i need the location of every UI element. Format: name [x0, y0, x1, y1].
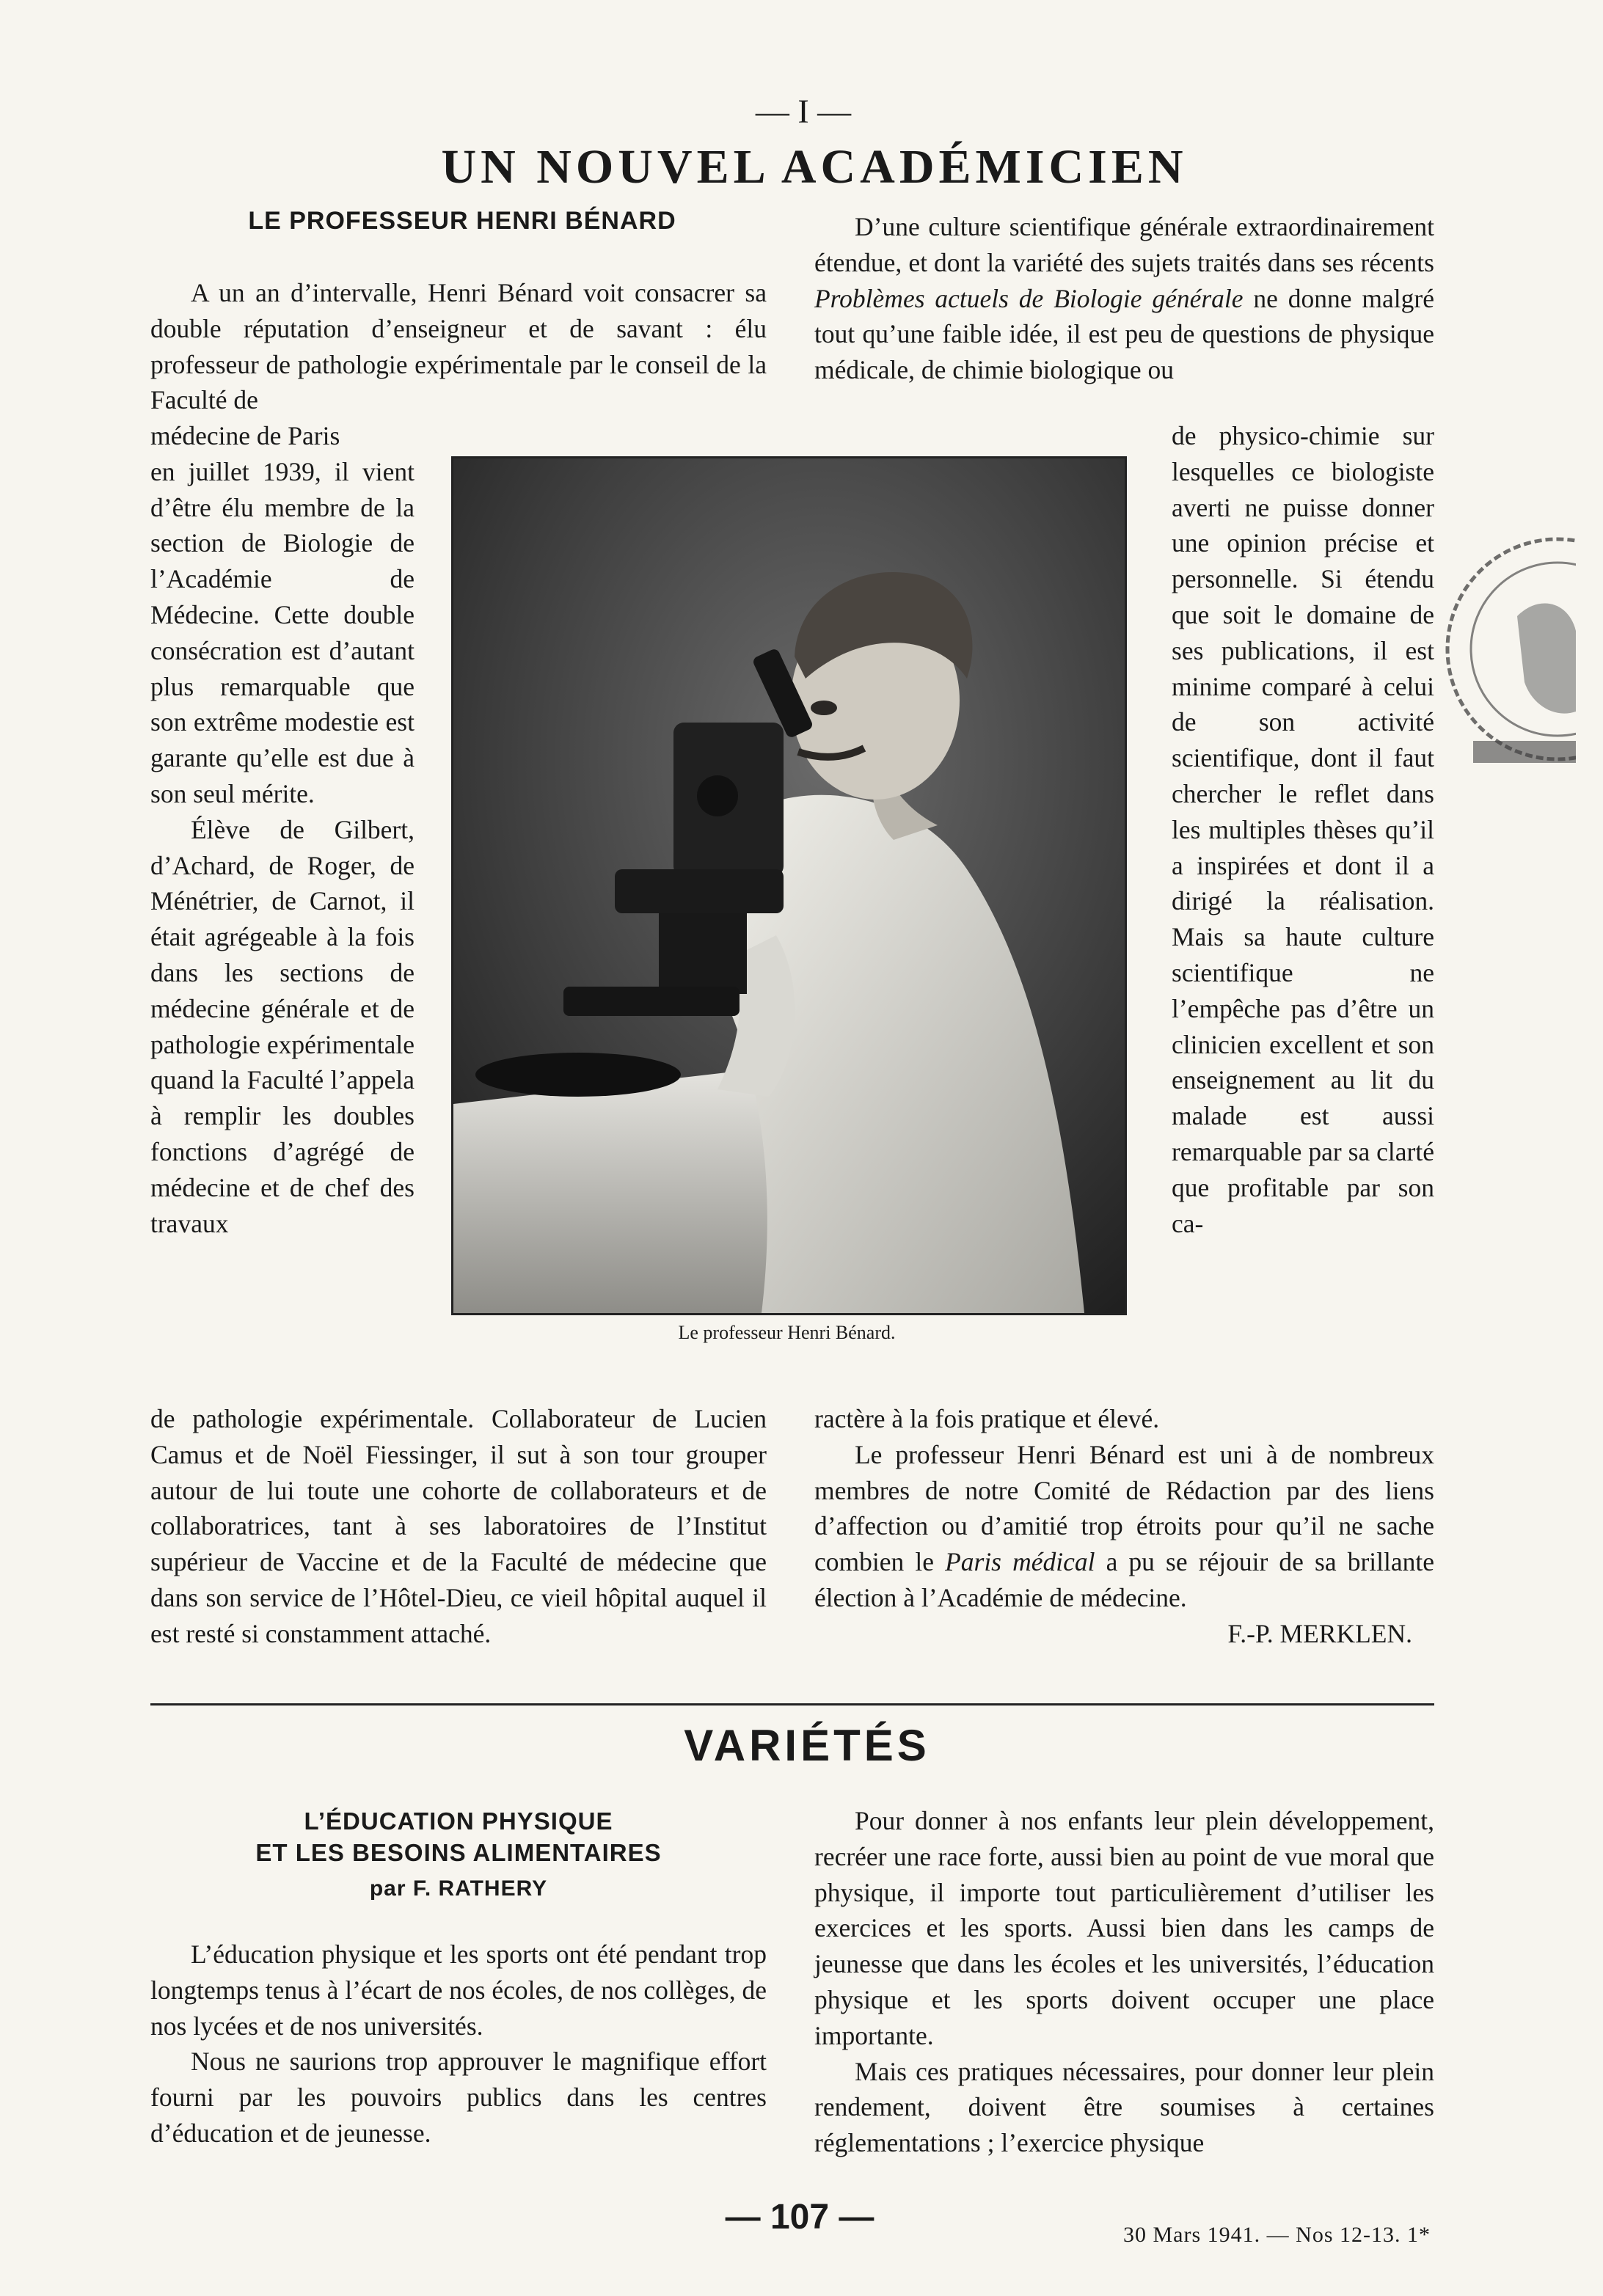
paragraph	[814, 1437, 1434, 1616]
article2-col-left	[150, 1937, 767, 2151]
stamp-seal-icon	[1429, 528, 1576, 770]
paragraph: médecine de Paris	[150, 421, 340, 450]
article2-subtitle-line2: ET LES BESOINS ALIMENTAIRES	[255, 1839, 662, 1866]
article2-byline: par F. RATHERY	[369, 1876, 548, 1901]
paragraph: Mais ces pratiques nécessaires, pour donner leur plein rendement, doivent être soumises à certaines réglementations ; l’exercice physique	[814, 2056, 1434, 2158]
microscope-scientist-image	[453, 458, 1125, 1313]
paragraph: L’éducation physique et les sports ont été pendant trop longtemps tenus à l’écart de nos écoles, de nos collèges, de nos lycées et de nos universités.	[150, 1939, 767, 2041]
text-run: D’une culture scientifique générale extraordinairement étendue, et dont la variété des sujets traités dans ses récents	[814, 212, 1434, 277]
article2-col-right	[814, 1803, 1434, 2161]
journal-name: Paris médical	[945, 1547, 1095, 1577]
article-col1-narrow	[150, 418, 415, 1241]
article-col1-bottom	[150, 1401, 767, 1652]
issue-date: 30 Mars 1941. — Nos 12-13. 1*	[1123, 2223, 1431, 2247]
paragraph: en juillet 1939, il vient d’être élu membre de la section de Biologie de l’Académie de Médecine. Cette double consécration est d’autant plus remarquable que son extrême modestie est garante qu’elle est due à son seul mérite.	[150, 456, 415, 808]
section-divider	[150, 1703, 1434, 1705]
portrait-photo	[451, 456, 1127, 1315]
article-col2-bottom	[814, 1401, 1434, 1652]
paragraph: ractère à la fois pratique et élevé.	[814, 1404, 1160, 1433]
paragraph: A un an d’intervalle, Henri Bénard voit consacrer sa double réputation d’enseigneur et de savant : élu professeur de pathologie expérimentale par le conseil de la Faculté de	[150, 278, 767, 415]
text-run: ne donne malgré tout qu’une faible idée, il est peu de questions de physique médicale, de chimie biologique ou	[814, 283, 1434, 385]
section-title: VARIÉTÉS	[684, 1721, 930, 1770]
article-title: UN NOUVEL ACADÉMICIEN	[441, 140, 1188, 194]
paragraph: Élève de Gilbert, d’Achard, de Roger, de Ménétrier, de Carnot, il était agrégeable à la fois dans les sections de médecine générale et de pathologie expérimentale quand la Faculté l’appela à remplir les doubles fonctions d’agrégé de médecine et de chef des travaux	[150, 814, 415, 1238]
library-stamp	[1429, 528, 1576, 770]
paragraph: de pathologie expérimentale. Collaborateur de Lucien Camus et de Noël Fiessinger, il sut à son tour grouper autour de lui toute une cohorte de collaborateurs et de collaboratrices, tant à ses laboratoires de l’Institut supérieur de Vaccine et de la Faculté de médecine que dans son service de l’Hôtel-Dieu, ce vieil hôpital auquel il est resté si constamment attaché.	[150, 1404, 767, 1648]
signature: F.-P. MERKLEN.	[1227, 1618, 1412, 1648]
book-title: Problèmes actuels de Biologie générale	[814, 283, 1244, 313]
page-number-bottom: — 107 —	[725, 2198, 874, 2237]
article-col1-top	[150, 275, 767, 418]
paragraph: de physico-chimie sur lesquelles ce biologiste averti ne puisse donner une opinion précise et personnelle. Si étendu que soit le domaine de ses publications, il est minime comparé à celui de son activité scientifique, dont il faut chercher le reflet dans les multiples thèses qu’il a inspirées et dont il a dirigé la réalisation. Mais sa haute culture scientifique ne l’empêche pas d’être un clinicien excellent et son enseignement au lit du malade est aussi remarquable par sa clarté que profitable par son ca-	[1172, 421, 1434, 1238]
article-col2-top	[814, 209, 1434, 388]
text-run: a pu se réjouir de sa brillante élection à l’Académie de médecine.	[814, 1547, 1434, 1612]
photo-caption: Le professeur Henri Bénard.	[678, 1322, 896, 1343]
paragraph: Pour donner à nos enfants leur plein développement, recréer une race forte, aussi bien au point de vue moral que physique, il importe tout particulièrement d’utiliser les exercices et les sports. Aussi bien dans les camps de jeunesse que dans les écoles et les universités, l’éducation physique et les sports doivent occuper une place importante.	[814, 1806, 1434, 2050]
article-byline: LE PROFESSEUR HENRI BÉNARD	[248, 207, 676, 235]
paragraph	[814, 209, 1434, 388]
article-col2-narrow	[1172, 418, 1434, 1241]
text-run: Le professeur Henri Bénard est uni à de nombreux membres de notre Comité de Rédaction par des liens d’affection ou d’amitié trop étroits pour qu’il ne sache combien le	[814, 1439, 1434, 1577]
paragraph: Nous ne saurions trop approuver le magnifique effort fourni par les pouvoirs publics dans les centres d’éducation et de jeunesse.	[150, 2047, 767, 2148]
page-number-top: — I —	[755, 92, 852, 130]
article2-subtitle-line1: L’ÉDUCATION PHYSIQUE	[304, 1807, 613, 1835]
